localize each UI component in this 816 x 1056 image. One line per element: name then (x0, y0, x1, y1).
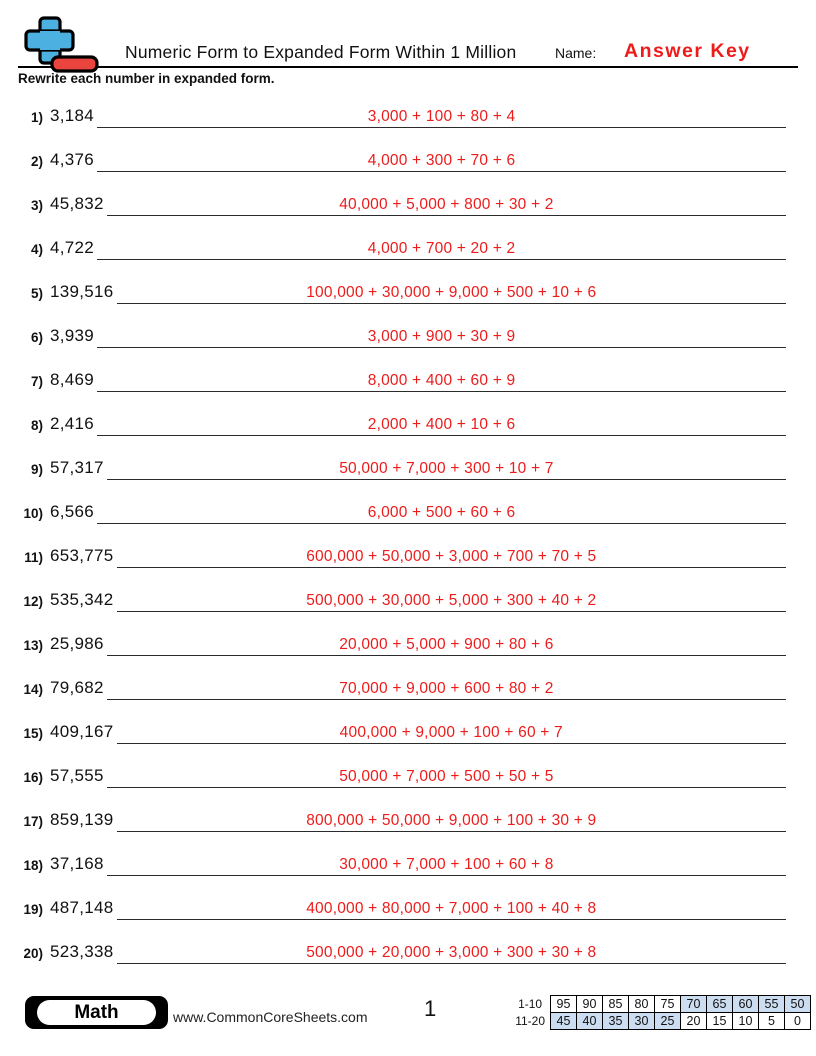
question-number: 12) (23, 594, 43, 609)
question-value: 45,832 (50, 194, 104, 213)
instruction-text: Rewrite each number in expanded form. (18, 71, 275, 86)
score-cell: 60 (733, 996, 759, 1013)
answer-text: 3,000 + 100 + 80 + 4 (367, 107, 516, 125)
question-row (18, 876, 786, 920)
answer-text: 6,000 + 500 + 60 + 6 (367, 503, 516, 521)
answer-line (97, 373, 786, 393)
answer-line (107, 769, 786, 789)
answer-line (107, 461, 786, 481)
question-number: 2) (30, 154, 43, 169)
score-cell: 15 (707, 1013, 733, 1030)
answer-text: 400,000 + 80,000 + 7,000 + 100 + 40 + 8 (306, 899, 597, 917)
question-row (18, 216, 786, 260)
question-number: 14) (23, 682, 43, 697)
question-row (18, 700, 786, 744)
question-value: 2,416 (50, 414, 95, 433)
question-number: 16) (23, 770, 43, 785)
score-table (514, 995, 811, 1030)
question-row (18, 788, 786, 832)
commoncoresheets-logo-icon (24, 16, 102, 74)
question-number: 17) (23, 814, 43, 829)
answer-line (117, 945, 786, 965)
question-number: 5) (30, 286, 43, 301)
question-value: 859,139 (50, 810, 114, 829)
worksheet-header (18, 0, 798, 68)
score-cell: 65 (707, 996, 733, 1013)
score-row-label: 1-10 (518, 997, 543, 1011)
answer-line (107, 637, 786, 657)
answer-line (107, 681, 786, 701)
answer-text: 8,000 + 400 + 60 + 9 (367, 371, 516, 389)
answer-text: 50,000 + 7,000 + 300 + 10 + 7 (339, 459, 554, 477)
question-value: 37,168 (50, 854, 104, 873)
worksheet-footer (0, 994, 816, 1036)
question-value: 487,148 (50, 898, 114, 917)
question-row (18, 920, 786, 964)
question-number: 8) (30, 418, 43, 433)
answer-text: 4,000 + 300 + 70 + 6 (367, 151, 516, 169)
answer-text: 600,000 + 50,000 + 3,000 + 700 + 70 + 5 (306, 547, 597, 565)
score-cell: 75 (655, 996, 681, 1013)
question-value: 57,317 (50, 458, 104, 477)
question-row (18, 480, 786, 524)
score-cell: 90 (577, 996, 603, 1013)
score-cell: 20 (681, 1013, 707, 1030)
question-number: 6) (30, 330, 43, 345)
score-cell: 55 (759, 996, 785, 1013)
answer-line (97, 153, 786, 173)
question-row (18, 348, 786, 392)
score-cell: 30 (629, 1013, 655, 1030)
question-value: 3,184 (50, 106, 95, 125)
score-cell: 45 (551, 1013, 577, 1030)
answer-line (97, 109, 786, 129)
answer-line (97, 417, 786, 437)
question-number: 9) (30, 462, 43, 477)
score-cell: 80 (629, 996, 655, 1013)
score-cell: 25 (655, 1013, 681, 1030)
answer-line (97, 505, 786, 525)
answer-text: 3,000 + 900 + 30 + 9 (367, 327, 516, 345)
question-value: 3,939 (50, 326, 95, 345)
score-cell: 50 (785, 996, 811, 1013)
question-row (18, 612, 786, 656)
answer-text: 500,000 + 20,000 + 3,000 + 300 + 30 + 8 (306, 943, 597, 961)
answer-line (117, 725, 786, 745)
answer-line (117, 593, 786, 613)
score-cell: 40 (577, 1013, 603, 1030)
question-row (18, 392, 786, 436)
score-cell: 70 (681, 996, 707, 1013)
score-row (514, 1013, 810, 1030)
subject-badge (25, 996, 168, 1029)
question-value: 6,566 (50, 502, 95, 521)
question-row (18, 172, 786, 216)
question-row (18, 832, 786, 876)
question-number: 10) (23, 506, 43, 521)
answer-text: 40,000 + 5,000 + 800 + 30 + 2 (339, 195, 554, 213)
question-number: 7) (30, 374, 43, 389)
answer-line (117, 549, 786, 569)
question-value: 79,682 (50, 678, 104, 697)
website-text: www.CommonCoreSheets.com (173, 1009, 368, 1025)
answer-line (117, 285, 786, 305)
question-number: 20) (23, 946, 43, 961)
score-row-label: 11-20 (515, 1014, 545, 1028)
question-number: 19) (23, 902, 43, 917)
answer-line (107, 197, 786, 217)
page-number: 1 (424, 996, 437, 1021)
score-cell: 0 (785, 1013, 811, 1030)
question-number: 13) (23, 638, 43, 653)
answer-text: 100,000 + 30,000 + 9,000 + 500 + 10 + 6 (306, 283, 597, 301)
answer-line (97, 241, 786, 261)
question-number: 11) (24, 550, 43, 565)
answer-text: 50,000 + 7,000 + 500 + 50 + 5 (339, 767, 554, 785)
answer-line (97, 329, 786, 349)
answer-text: 400,000 + 9,000 + 100 + 60 + 7 (339, 723, 563, 741)
question-value: 409,167 (50, 722, 114, 741)
question-value: 4,722 (50, 238, 95, 257)
score-cell: 10 (733, 1013, 759, 1030)
question-value: 25,986 (50, 634, 104, 653)
question-number: 3) (30, 198, 43, 213)
question-row (18, 656, 786, 700)
answer-text: 800,000 + 50,000 + 9,000 + 100 + 30 + 9 (306, 811, 597, 829)
question-number: 15) (23, 726, 43, 741)
score-cell: 95 (551, 996, 577, 1013)
question-value: 653,775 (50, 546, 114, 565)
question-row (18, 568, 786, 612)
score-row (514, 996, 810, 1013)
question-value: 8,469 (50, 370, 95, 389)
question-number: 4) (30, 242, 43, 257)
score-cell: 85 (603, 996, 629, 1013)
answer-text: 2,000 + 400 + 10 + 6 (367, 415, 516, 433)
question-row (18, 260, 786, 304)
answer-text: 30,000 + 7,000 + 100 + 60 + 8 (339, 855, 554, 873)
question-row (18, 436, 786, 480)
question-number: 1) (30, 110, 43, 125)
score-cell: 35 (603, 1013, 629, 1030)
question-value: 57,555 (50, 766, 104, 785)
question-row (18, 84, 786, 128)
answer-text: 4,000 + 700 + 20 + 2 (367, 239, 516, 257)
answer-line (107, 857, 786, 877)
answer-key-text: Answer Key (624, 40, 751, 62)
answer-text: 20,000 + 5,000 + 900 + 80 + 6 (339, 635, 554, 653)
question-row (18, 128, 786, 172)
question-value: 4,376 (50, 150, 95, 169)
answer-line (117, 901, 786, 921)
question-value: 523,338 (50, 942, 114, 961)
answer-text: 70,000 + 9,000 + 600 + 80 + 2 (339, 679, 554, 697)
score-cell: 5 (759, 1013, 785, 1030)
answer-text: 500,000 + 30,000 + 5,000 + 300 + 40 + 2 (306, 591, 597, 609)
question-row (18, 524, 786, 568)
worksheet-title: Numeric Form to Expanded Form Within 1 Million (125, 42, 517, 62)
name-label: Name: (555, 45, 597, 61)
questions-list (18, 84, 786, 964)
question-row (18, 744, 786, 788)
subject-badge-label: Math (37, 1000, 156, 1025)
question-number: 18) (23, 858, 43, 873)
question-value: 535,342 (50, 590, 114, 609)
answer-line (117, 813, 786, 833)
question-row (18, 304, 786, 348)
question-value: 139,516 (50, 282, 114, 301)
